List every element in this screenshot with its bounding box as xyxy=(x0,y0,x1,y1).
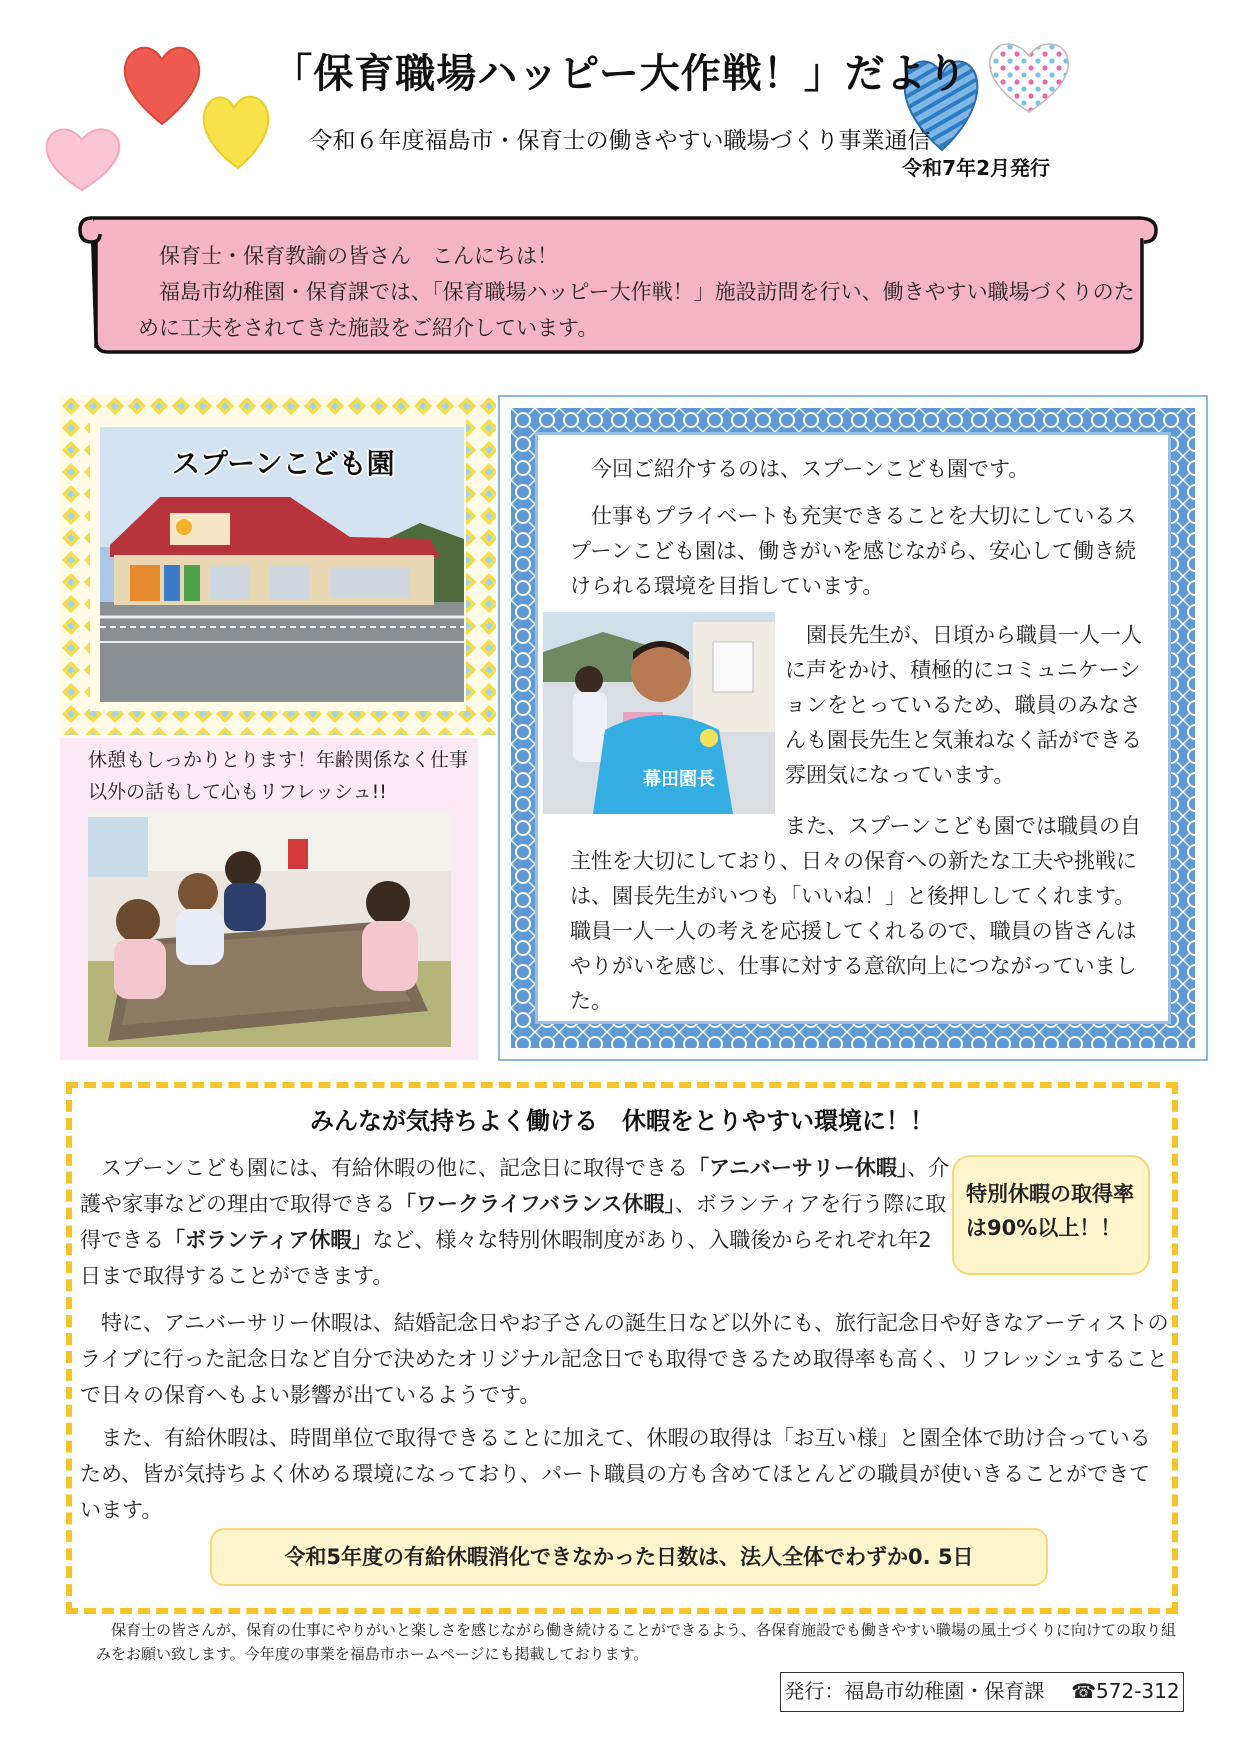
publisher-name: 発行：福島市幼稚園・保育課 xyxy=(784,1679,1045,1703)
anniversary-leave-label: 「アニバーサリー休暇」 xyxy=(687,1156,908,1180)
article-paragraph-4: また、スプーンこども園では職員の自主性を大切にしており、日々の保育への新たな工夫や挑戦には、園長先生がいつも「いいね！」と後押ししてくれます。職員一人一人の考えを応援してくれるので、職員の皆さんはやりがいを感じ、仕事に対する意欲向上につながっていました。 xyxy=(570,814,1141,1013)
publisher-box xyxy=(780,1672,1184,1712)
footer-note-text: 保育士の皆さんが、保育の仕事にやりがいと楽しさを感じながら働き続けることができるよう、各保育施設でも働きやすい職場の風土づくりに向けての取り組みをお願い致します。今年度の事業を福島市ホームページにも掲載しております。 xyxy=(96,1621,1177,1663)
leave-paragraph-2 xyxy=(80,1305,1170,1413)
leave-paragraph-1 xyxy=(80,1150,950,1294)
leave-p3-text: また、有給休暇は、時間単位で取得できることに加えて、休暇の取得は「お互い様」と園全体で助け合っているため、皆が気持ちよく休める環境になっており、パート職員の方も含めてほとんどの職員が使いきることができています。 xyxy=(80,1426,1151,1522)
newsletter-title: 「保育職場ハッピー大作戦！」だより xyxy=(272,51,968,97)
unused-leave-highlight: 令和5年度の有給休暇消化できなかった日数は、法人全体でわずか0. 5日 xyxy=(210,1528,1048,1586)
issue-date: 令和7年2月発行 xyxy=(902,156,1050,180)
volunteer-leave-label: 「ボランティア休暇」 xyxy=(164,1228,373,1252)
leave-p1-a: スプーンこども園には、有給休暇の他に、記念日に取得できる xyxy=(101,1156,688,1180)
intro-greeting: 保育士・保育教諭の皆さん こんにちは！ xyxy=(159,244,558,268)
phone-number: ☎572-312 xyxy=(1071,1679,1180,1703)
facility-name-caption: スプーンこども園 xyxy=(172,447,395,480)
special-leave-rate-callout xyxy=(952,1155,1150,1275)
break-room-photo xyxy=(88,811,451,1047)
intro-text xyxy=(138,238,1138,346)
article-paragraph-2: 仕事もプライベートも充実できることを大切にしているスプーンこども園は、働きがいを感じながら、安心して働き続けられる環境を目指しています。 xyxy=(570,504,1137,598)
article-text-top xyxy=(570,452,1152,604)
leave-p2-text: 特に、アニバーサリー休暇は、結婚記念日やお子さんの誕生日など以外にも、旅行記念日や好きなアーティストのライブに行った記念日など自分で決めたオリジナル記念日でも取得できるため取得率も高く、リフレッシュすることで日々の保育へもよい影響が出ているようです。 xyxy=(80,1311,1169,1407)
leave-p1-c: 、介護や家事などの理由で取得できる xyxy=(80,1156,950,1216)
article-paragraph-3: 園長先生が、日頃から職員一人一人に声をかけ、積極的にコミュニケーションをとっているため、職員のみなさんも園長先生と気兼ねなく話ができる雰囲気になっています。 xyxy=(785,623,1142,787)
work-life-leave-label: 「ワークライフバランス休暇」 xyxy=(395,1192,675,1216)
director-name-label: 幕田園長 xyxy=(643,769,715,790)
break-room-caption xyxy=(88,744,468,808)
leave-section-title: みんなが気持ちよく働ける 休暇をとりやすい環境に！！ xyxy=(310,1107,934,1135)
newsletter-subtitle: 令和６年度福島市・保育士の働きやすい職場づくり事業通信 xyxy=(309,128,931,154)
footer-note xyxy=(96,1618,1176,1666)
leave-paragraph-3 xyxy=(80,1420,1170,1528)
article-paragraph-1: 今回ご紹介するのは、スプーンこども園です。 xyxy=(591,457,1030,481)
leave-p1-e: 、ボランティアを行う際に取得できる xyxy=(80,1192,947,1252)
leave-p1-g: など、様々な特別休暇制度があり、入職後からそれぞれ年2日まで取得することができます。 xyxy=(80,1228,932,1288)
article-text-side xyxy=(785,618,1157,793)
intro-body: 福島市幼稚園・保育課では、「保育職場ハッピー大作戦！」施設訪問を行い、働きやすい職場づくりのために工夫をされてきた施設をご紹介しています。 xyxy=(138,280,1135,340)
break-room-text: 休憩もしっかりとります！年齢関係なく仕事以外の話もして心もリフレッシュ!! xyxy=(88,749,469,803)
callout-line-2: は90%以上！！ xyxy=(966,1216,1122,1240)
callout-line-1: 特別休暇の取得率 xyxy=(966,1182,1134,1206)
article-text-bottom xyxy=(570,809,1152,1019)
